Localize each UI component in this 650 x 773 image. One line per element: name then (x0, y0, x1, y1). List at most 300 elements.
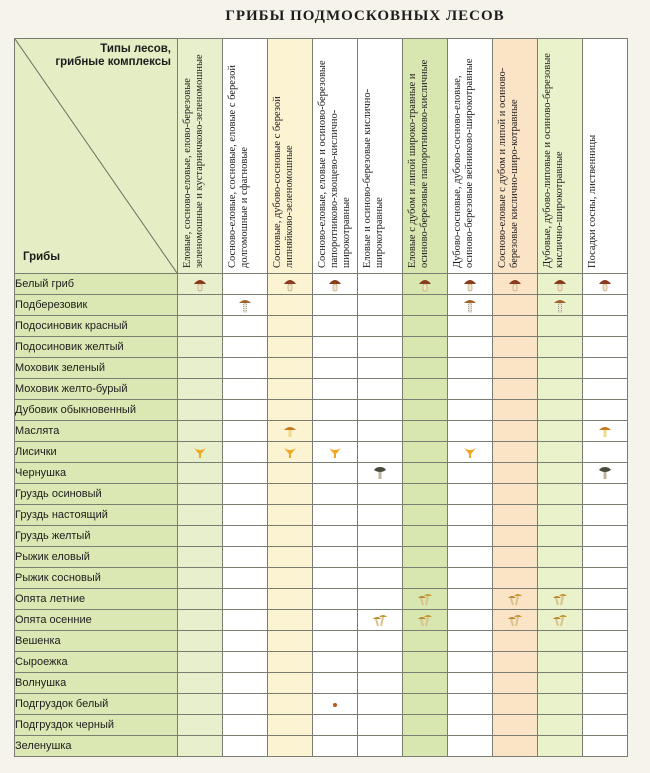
table-cell (223, 526, 268, 547)
table-cell (178, 610, 223, 631)
table-cell (178, 463, 223, 484)
table-cell (313, 568, 358, 589)
table-cell (583, 337, 628, 358)
table-cell (268, 400, 313, 421)
table-row (15, 610, 628, 631)
table-cell (538, 694, 583, 715)
chanterelle-icon (462, 444, 478, 460)
table-cell (268, 337, 313, 358)
table-cell (223, 610, 268, 631)
table-row (15, 379, 628, 400)
table-cell (448, 358, 493, 379)
table-row (15, 526, 628, 547)
forest-type-label: Дубово-сосновые, дубово-сосново-еловые, осиново-березовые вейниково-широкотравные (452, 58, 475, 268)
suillus-icon (597, 423, 613, 439)
mushroom-name: Чернушка (15, 463, 178, 484)
table-cell (313, 673, 358, 694)
table-cell (538, 610, 583, 631)
table-cell (583, 442, 628, 463)
honey-fungus-icon (507, 591, 523, 607)
table-cell (583, 652, 628, 673)
table-cell (493, 379, 538, 400)
mushroom-forest-table (14, 38, 628, 757)
table-cell (358, 274, 403, 295)
table-cell (358, 547, 403, 568)
table-cell (178, 568, 223, 589)
table-cell (178, 316, 223, 337)
table-cell (493, 589, 538, 610)
table-cell (358, 673, 403, 694)
forest-type-label: Дубовые, дубово-липовые и осиново-березовые кислично-широкотравные (542, 53, 565, 268)
white-mushroom-icon (507, 276, 523, 292)
table-cell (403, 610, 448, 631)
table-cell (268, 442, 313, 463)
white-mushroom-icon (597, 276, 613, 292)
table-cell (448, 652, 493, 673)
table-cell (583, 484, 628, 505)
table-cell (583, 631, 628, 652)
table-cell (268, 484, 313, 505)
table-cell (358, 736, 403, 757)
table-cell (223, 316, 268, 337)
mushroom-name: Рыжик сосновый (15, 568, 178, 589)
forest-type-header (178, 39, 223, 274)
forest-type-label: Сосново-еловые, сосновые, еловые с березой долгомошные и сфагновые (227, 65, 250, 268)
table-cell (403, 589, 448, 610)
table-cell (538, 421, 583, 442)
table-cell (223, 736, 268, 757)
table-cell (223, 358, 268, 379)
table-cell (178, 589, 223, 610)
table-cell (493, 274, 538, 295)
mushroom-name: Подосиновик желтый (15, 337, 178, 358)
table-cell (403, 568, 448, 589)
table-cell (403, 694, 448, 715)
black-milkcap-icon (372, 465, 388, 481)
table-cell (358, 400, 403, 421)
table-cell (448, 421, 493, 442)
forest-types-header (55, 43, 171, 69)
table-cell (268, 295, 313, 316)
table-cell (358, 505, 403, 526)
header-row (15, 39, 628, 274)
table-cell (493, 547, 538, 568)
table-cell (493, 295, 538, 316)
table-cell (538, 631, 583, 652)
table-cell (538, 316, 583, 337)
table-cell (448, 631, 493, 652)
forest-type-label: Сосново-еловые с дубом и липой и осиново-березовые кислично-широ-котравные (497, 67, 520, 268)
table-cell (313, 337, 358, 358)
table-cell (538, 295, 583, 316)
table-cell (448, 694, 493, 715)
birch-bolete-icon (462, 297, 478, 313)
table-cell (403, 736, 448, 757)
table-cell (358, 610, 403, 631)
black-milkcap-icon (597, 465, 613, 481)
honey-fungus-icon (417, 612, 433, 628)
table-cell (493, 631, 538, 652)
table-cell (493, 673, 538, 694)
table-cell (268, 673, 313, 694)
table-cell (313, 379, 358, 400)
table-row (15, 589, 628, 610)
table-cell (313, 421, 358, 442)
mushroom-name: Подгруздок черный (15, 715, 178, 736)
table-cell (493, 463, 538, 484)
table-row (15, 505, 628, 526)
table-row (15, 442, 628, 463)
table-cell (358, 463, 403, 484)
mushroom-name: Лисички (15, 442, 178, 463)
table-cell (223, 715, 268, 736)
page-title: ГРИБЫ ПОДМОСКОВНЫХ ЛЕСОВ (225, 8, 505, 24)
table-cell (538, 337, 583, 358)
mushroom-name: Груздь желтый (15, 526, 178, 547)
table-cell (268, 715, 313, 736)
table-cell (403, 421, 448, 442)
forest-type-header (448, 39, 493, 274)
table-cell (223, 631, 268, 652)
mushroom-name: Моховик желто-бурый (15, 379, 178, 400)
table-cell (223, 694, 268, 715)
table-cell (583, 421, 628, 442)
white-mushroom-icon (417, 276, 433, 292)
mushroom-name: Подосиновик красный (15, 316, 178, 337)
table-cell (223, 568, 268, 589)
white-mushroom-icon (282, 276, 298, 292)
table-cell (403, 316, 448, 337)
table-cell (223, 442, 268, 463)
table-cell (358, 589, 403, 610)
table-cell (493, 442, 538, 463)
table-cell (583, 715, 628, 736)
mushroom-name: Дубовик обыкновенный (15, 400, 178, 421)
table-cell (493, 358, 538, 379)
table-cell (268, 631, 313, 652)
table-cell (538, 736, 583, 757)
forest-type-header (538, 39, 583, 274)
table-cell (178, 295, 223, 316)
table-cell (313, 736, 358, 757)
table-cell (268, 526, 313, 547)
suillus-icon (282, 423, 298, 439)
mushroom-name: Подберезовик (15, 295, 178, 316)
table-row (15, 274, 628, 295)
table-cell (268, 568, 313, 589)
table-cell (178, 421, 223, 442)
table-cell (223, 484, 268, 505)
forest-type-label: Сосновые, дубово-сосновые с березой липняйково-зеленомошные (272, 96, 295, 268)
table-cell (583, 274, 628, 295)
corner-cell (15, 39, 178, 274)
table-cell (223, 589, 268, 610)
table-cell (313, 505, 358, 526)
table-cell (223, 421, 268, 442)
table-cell (223, 400, 268, 421)
table-cell (448, 400, 493, 421)
honey-fungus-icon (417, 591, 433, 607)
forest-type-label: Еловые с дубом и липой широко-травные и осиново-березовые папоротниково-кисличные (407, 59, 430, 268)
table-cell (358, 526, 403, 547)
table-cell (538, 715, 583, 736)
table-cell (178, 673, 223, 694)
table-cell (583, 400, 628, 421)
table-cell (493, 316, 538, 337)
table-cell (313, 274, 358, 295)
table-cell (313, 610, 358, 631)
table-cell (178, 274, 223, 295)
table-cell (493, 505, 538, 526)
table-cell (268, 316, 313, 337)
table-cell (583, 568, 628, 589)
table-cell (313, 631, 358, 652)
table-cell (268, 547, 313, 568)
table-row (15, 547, 628, 568)
table-cell (268, 379, 313, 400)
table-row (15, 484, 628, 505)
table-cell (583, 295, 628, 316)
table-cell (178, 379, 223, 400)
table-cell (268, 652, 313, 673)
table-cell (223, 295, 268, 316)
table-cell (583, 316, 628, 337)
table-cell (538, 589, 583, 610)
forest-types-header-line2: грибные комплексы (55, 56, 171, 68)
table-cell (223, 505, 268, 526)
table-cell (538, 568, 583, 589)
honey-fungus-icon (507, 612, 523, 628)
table-cell (358, 631, 403, 652)
table-cell (403, 547, 448, 568)
table-cell (403, 463, 448, 484)
table-row (15, 736, 628, 757)
table-cell (448, 379, 493, 400)
table-cell (448, 673, 493, 694)
forest-type-header (583, 39, 628, 274)
table-cell (538, 400, 583, 421)
dot-icon (327, 696, 343, 712)
table-cell (358, 358, 403, 379)
table-cell (448, 736, 493, 757)
mushroom-name: Маслята (15, 421, 178, 442)
white-mushroom-icon (192, 276, 208, 292)
table-cell (538, 547, 583, 568)
table-cell (178, 694, 223, 715)
table-cell (493, 337, 538, 358)
table-cell (493, 694, 538, 715)
forest-type-label: Сосново-еловые, еловые и осиново-березовые папоротниково-хвощево-кислично-широкотравные (317, 60, 352, 268)
honey-fungus-icon (552, 591, 568, 607)
table-cell (583, 736, 628, 757)
table-cell (268, 274, 313, 295)
table-cell (493, 610, 538, 631)
mushroom-name: Белый гриб (15, 274, 178, 295)
table-cell (313, 316, 358, 337)
table-cell (268, 463, 313, 484)
table-cell (538, 526, 583, 547)
table-cell (493, 736, 538, 757)
table-cell (358, 337, 403, 358)
table-cell (268, 421, 313, 442)
honey-fungus-icon (372, 612, 388, 628)
forest-type-header (403, 39, 448, 274)
table-cell (403, 484, 448, 505)
table-cell (358, 379, 403, 400)
table-cell (583, 547, 628, 568)
forest-type-label: Еловые, сосново-еловые, елово-березовые зеленомошные и кустарничково-зеленомошные (182, 54, 205, 268)
chanterelle-icon (327, 444, 343, 460)
table-cell (403, 652, 448, 673)
table-cell (448, 547, 493, 568)
table-cell (268, 694, 313, 715)
table-cell (583, 379, 628, 400)
table-cell (358, 568, 403, 589)
table-cell (493, 526, 538, 547)
table-cell (178, 337, 223, 358)
table-cell (583, 589, 628, 610)
table-cell (223, 337, 268, 358)
chanterelle-icon (282, 444, 298, 460)
mushroom-name: Вешенка (15, 631, 178, 652)
table-cell (448, 568, 493, 589)
table-cell (223, 463, 268, 484)
table-cell (358, 442, 403, 463)
table-cell (403, 379, 448, 400)
table-row (15, 421, 628, 442)
mushroom-name: Подгруздок белый (15, 694, 178, 715)
honey-fungus-icon (552, 612, 568, 628)
forest-type-header (313, 39, 358, 274)
table-cell (178, 442, 223, 463)
table-cell (313, 526, 358, 547)
table-cell (178, 652, 223, 673)
table-cell (178, 715, 223, 736)
table-cell (538, 484, 583, 505)
mushroom-name: Моховик зеленый (15, 358, 178, 379)
table-cell (268, 505, 313, 526)
table-cell (538, 652, 583, 673)
mushroom-name: Зеленушка (15, 736, 178, 757)
table-row (15, 295, 628, 316)
table-cell (493, 400, 538, 421)
mushroom-name: Сыроежка (15, 652, 178, 673)
table-cell (358, 316, 403, 337)
mushroom-name: Груздь осиновый (15, 484, 178, 505)
mushroom-name: Волнушка (15, 673, 178, 694)
table-cell (493, 484, 538, 505)
table-row (15, 316, 628, 337)
table-cell (178, 526, 223, 547)
table-cell (403, 295, 448, 316)
table-cell (313, 547, 358, 568)
table-cell (403, 358, 448, 379)
table-cell (358, 652, 403, 673)
table-cell (403, 673, 448, 694)
table-cell (538, 463, 583, 484)
table-cell (178, 736, 223, 757)
table-row (15, 694, 628, 715)
table-cell (313, 694, 358, 715)
table-cell (268, 589, 313, 610)
table-cell (448, 526, 493, 547)
table-cell (358, 694, 403, 715)
table-cell (493, 421, 538, 442)
table-row (15, 463, 628, 484)
table-cell (313, 400, 358, 421)
table-cell (223, 652, 268, 673)
table-cell (313, 358, 358, 379)
forest-type-header (268, 39, 313, 274)
table-cell (358, 295, 403, 316)
mushroom-name: Опята летние (15, 589, 178, 610)
table-cell (313, 652, 358, 673)
table-cell (538, 505, 583, 526)
table-row (15, 631, 628, 652)
table-cell (583, 694, 628, 715)
table-cell (448, 610, 493, 631)
table-row (15, 652, 628, 673)
table-cell (313, 295, 358, 316)
table-row (15, 673, 628, 694)
table-cell (178, 400, 223, 421)
table-cell (493, 715, 538, 736)
white-mushroom-icon (327, 276, 343, 292)
forest-type-label: Еловые и осиново-березовые кислично-широкотравные (362, 88, 385, 268)
table-cell (268, 736, 313, 757)
table-cell (448, 337, 493, 358)
forest-type-header (493, 39, 538, 274)
table-row (15, 337, 628, 358)
table-cell (448, 295, 493, 316)
table-cell (178, 505, 223, 526)
birch-bolete-icon (237, 297, 253, 313)
table-cell (448, 274, 493, 295)
table-cell (178, 484, 223, 505)
table-cell (448, 589, 493, 610)
table-body (15, 274, 628, 757)
table-cell (448, 463, 493, 484)
table-cell (403, 442, 448, 463)
forest-type-header (223, 39, 268, 274)
table-cell (493, 652, 538, 673)
table-cell (178, 547, 223, 568)
table-row (15, 358, 628, 379)
table-cell (223, 379, 268, 400)
table-cell (448, 484, 493, 505)
table-cell (313, 589, 358, 610)
table-row (15, 400, 628, 421)
white-mushroom-icon (552, 276, 568, 292)
mushrooms-header: Грибы (23, 251, 61, 263)
mushroom-name: Груздь настоящий (15, 505, 178, 526)
table-row (15, 568, 628, 589)
table-cell (313, 442, 358, 463)
table-cell (403, 400, 448, 421)
white-mushroom-icon (462, 276, 478, 292)
table-cell (583, 505, 628, 526)
table-cell (583, 358, 628, 379)
table-cell (403, 631, 448, 652)
table-cell (403, 526, 448, 547)
forest-type-label: Посадки сосны, лиственницы (587, 134, 598, 268)
table-cell (358, 421, 403, 442)
table-cell (223, 274, 268, 295)
table-cell (448, 316, 493, 337)
table-cell (538, 274, 583, 295)
table-cell (583, 526, 628, 547)
table-cell (358, 484, 403, 505)
